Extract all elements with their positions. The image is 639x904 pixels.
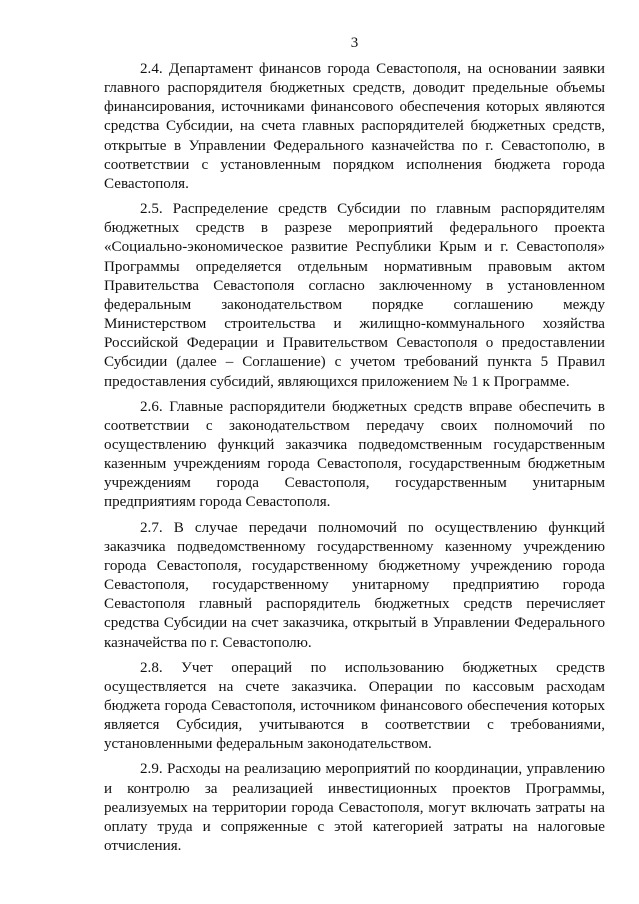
page-number: 3 [350, 35, 359, 51]
paragraph-2-4: 2.4. Департамент финансов города Севастополя, на основании заявки главного распорядителя бюджетных средств, доводит предельные объемы финансирования, источниками финансового обеспечения которых являются средства Субсидии, на счета главных распорядителей бюджетных средств, открытые в Управлении Федерального казначейства по г. Севастополю, в соответствии с установленным порядком исполнения бюджета города Севастополя. [104, 61, 605, 192]
paragraph-2-6: 2.6. Главные распорядители бюджетных средств вправе обеспечить в соответствии с законодательством передачу своих полномочий по осуществлению функций заказчика подведомственным государственным казенным учреждениям города Севастополя, государственным бюджетным учреждениям города Севастополя, государственным унитарным предприятиям города Севастополя. [104, 398, 605, 511]
paragraph-2-5: 2.5. Распределение средств Субсидии по главным распорядителям бюджетных средств в разрезе мероприятий федерального проекта «Социально-экономическое развитие Республики Крым и г. Севастополя» Программы определяется отдельным нормативным правовым актом Правительства Севастополя согласно заключенному в установленном федеральным законодательством порядке соглашению между Министерством строительства и жилищно-коммунального хозяйства Российской Федерации и Правительством Севастополя о предоставлении Субсидии (далее – Соглашение) с учетом требований пункта 5 Правил предоставления субсидий, являющихся приложением № 1 к Программе. [104, 201, 605, 390]
paragraph-2-7: 2.7. В случае передачи полномочий по осуществлению функций заказчика подведомственному государственному казенному учреждению города Севастополя, государственному бюджетному учреждению города Севастополя, государственному унитарному предприятию города Севастополя главный распорядитель бюджетных средств перечисляет средства Субсидии на счет заказчика, открытый в Управлении Федерального казначейства по г. Севастополю. [104, 519, 605, 651]
paragraph-2-9: 2.9. Расходы на реализацию мероприятий по координации, управлению и контролю за реализацией инвестиционных проектов Программы, реализуемых на территории города Севастополя, могут включать затраты на оплату труда и сопряженные с этой категорией затраты на налоговые отчисления. [104, 761, 605, 855]
paragraph-2-8: 2.8. Учет операций по использованию бюджетных средств осуществляется на счете заказчика. Операции по кассовым расходам бюджета города Севастополя, источником финансового обеспечения которых является Субсидия, учитываются в соответствии с требованиями, установленными федеральным законодательством. [104, 659, 605, 753]
